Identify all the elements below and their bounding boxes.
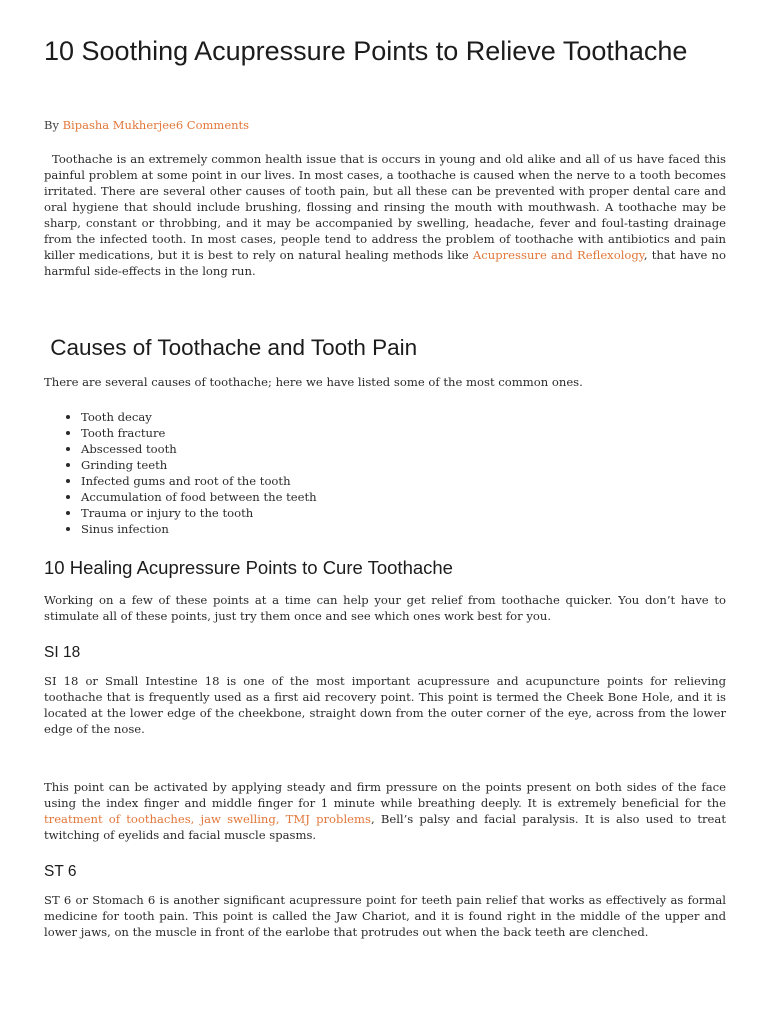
causes-list: [44, 409, 317, 537]
comments-link[interactable]: 6 Comments: [175, 118, 250, 132]
si18-paragraph-2: [44, 779, 726, 843]
intro-text-b: , that have no harmful side-effects in the long run.: [44, 248, 730, 278]
list-item: Trauma or injury to the tooth: [81, 505, 317, 521]
list-item: Infected gums and root of the tooth: [81, 473, 317, 489]
points-intro: Working on a few of these points at a time can help your get relief from toothache quicker. You don’t have to stimulate all of these points, just try them once and see which ones work best for you.: [44, 593, 726, 623]
list-item: Tooth decay: [81, 409, 317, 425]
list-item: Grinding teeth: [81, 457, 317, 473]
byline: [44, 117, 726, 133]
si18-text-a: This point can be activated by applying steady and firm pressure on the points present on both sides of the face using the index finger and middle finger for 1 minute while breathing deeply. It is extremely beneficial for the: [44, 780, 726, 810]
si18-heading: SI 18: [44, 644, 81, 661]
toothache-treatment-link[interactable]: treatment of toothaches, jaw swelling, TMJ problems: [44, 812, 371, 826]
st6-heading: ST 6: [44, 863, 77, 880]
byline-prefix: By: [44, 118, 63, 132]
list-item: Sinus infection: [81, 521, 317, 537]
intro-text-a: Toothache is an extremely common health issue that is occurs in young and old alike and all of us have faced this painful problem at some point in our lives. In most cases, a toothache is caused when the nerve to a tooth becomes irritated. There are several other causes of tooth pain, but all these can be prevented with proper dental care and oral hygiene that should include brushing, flossing and rinsing the mouth with mouthwash. A toothache may be sharp, constant or throbbing, and it may be accompanied by swelling, headache, fever and foul-tasting drainage from the infected tooth. In most cases, people tend to address the problem of toothache with antibiotics and pain killer medications, but it is best to rely on natural healing methods like: [44, 152, 730, 262]
points-heading: 10 Healing Acupressure Points to Cure Toothache: [44, 557, 453, 578]
causes-heading: Causes of Toothache and Tooth Pain: [44, 335, 418, 360]
author-link[interactable]: Bipasha Mukherjee: [62, 118, 176, 132]
si18-paragraph-1: SI 18 or Small Intestine 18 is one of the most important acupressure and acupuncture points for relieving toothache that is frequently used as a first aid recovery point. This point is termed the Cheek Bone Hole, and it is located at the lower edge of the cheekbone, straight down from the outer corner of the eye, across from the lower edge of the nose.: [44, 674, 726, 736]
si18-text-b: , Bell’s palsy and facial paralysis. It is also used to treat twitching of eyelids and facial muscle spasms.: [44, 812, 726, 842]
causes-intro: There are several causes of toothache; here we have listed some of the most common ones.: [44, 375, 583, 389]
acupressure-reflexology-link[interactable]: Acupressure and Reflexology: [472, 248, 644, 262]
list-item: Accumulation of food between the teeth: [81, 490, 317, 504]
st6-paragraph-1: ST 6 or Stomach 6 is another significant acupressure point for teeth pain relief that works as effectively as formal medicine for tooth pain. This point is called the Jaw Chariot, and it is found right in the middle of the upper and lower jaws, on the muscle in front of the earlobe that protrudes out when the back teeth are clenched.: [44, 893, 726, 939]
page-title: 10 Soothing Acupressure Points to Relieve Toothache: [44, 36, 688, 66]
list-item: Tooth fracture: [81, 425, 317, 441]
intro-paragraph: [44, 151, 730, 279]
list-item: Abscessed tooth: [81, 441, 317, 457]
